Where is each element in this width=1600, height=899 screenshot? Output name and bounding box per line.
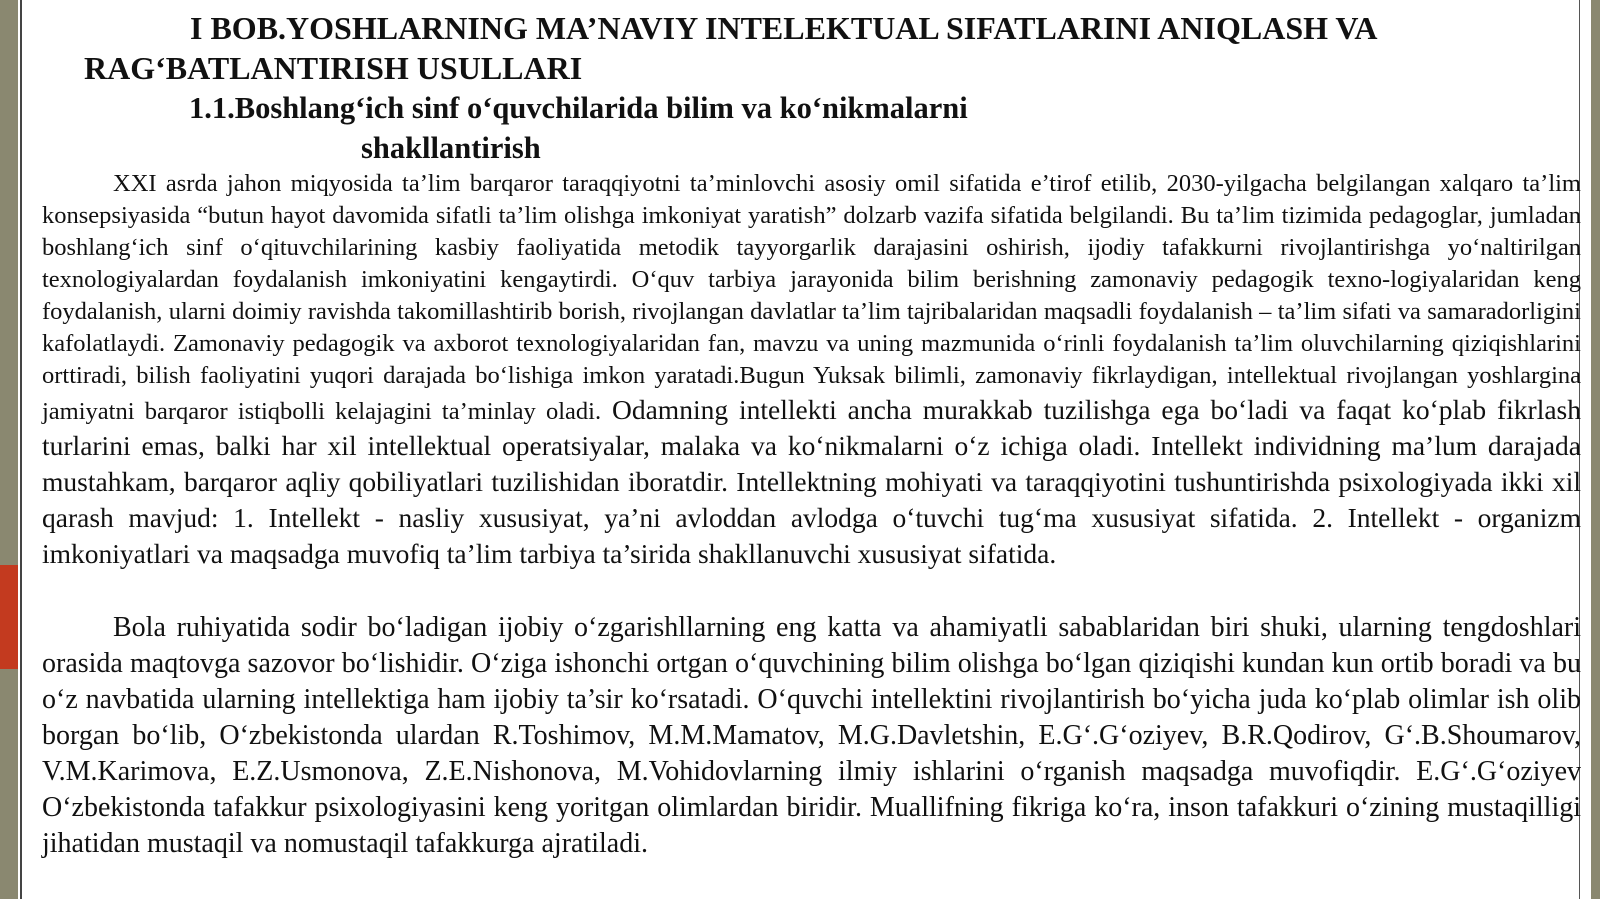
paragraph-1-part-large: Odamning intellekti ancha murakkab tuzilishga ega bo‘ladi va faqat ko‘plab fikrlash turlarini emas, balki har xil intellektual operatsiyalar, malaka va ko‘nikmalarni o‘z ichiga oladi. Intellekt individning ma’lum darajada mustahkam, barqaror aqliy qobiliyatlari tuzilishidan iboratdir. Intellektning mohiyati va taraqqiyotini tushuntirishda psixologiyada ikki xil qarash mavjud: 1. Intellekt - nasliy xususiyat, ya’ni avloddan avlodga o‘tuvchi tug‘ma xususiyat sifatida. 2. Intellekt - organizm imkoniyatlari va maqsadga muvofiq ta’lim tarbiya ta’sirida shakllanuvchi xususiyat sifatida.: [42, 394, 1581, 569]
paragraph-2-text: Bola ruhiyatida sodir bo‘ladigan ijobiy o‘zgarishllarning eng katta va ahamiyatli sabablaridan biri shuki, ularning tengdoshlari orasida maqtovga sazovor bo‘lishidir. O‘ziga ishonchi ortgan o‘quvchining bilim olishga bo‘lgan qiziqishi kundan kun ortib boradi va bu o‘z navbatida ularning intellektiga ham ijobiy ta’sir ko‘rsatadi. O‘quvchi intellektini rivojlantirish bo‘yicha juda ko‘plab olimlar ish olib borgan bo‘lib, O‘zbekistonda ulardan R.Toshimov, M.M.Mamatov, M.G.Davletshin, E.G‘.G‘oziyev, B.R.Qodirov, G‘.B.Shoumarov, V.M.Karimova, E.Z.Usmonova, Z.E.Nishonova, M.Vohidovlarning ilmiy ishlarini o‘rganish maqsadga muvofiqdir. E.G‘.G‘oziyev O‘zbekistonda tafakkur psixologiyasini keng yoritgan olimlardan biridir. Muallifning fikriga ko‘ra, inson tafakkuri o‘zining mustaqilligi jihatidan mustaqil va nomustaqil tafakkurga ajratiladi.: [42, 612, 1581, 859]
paragraph-1: [42, 168, 1581, 572]
paragraph-2: [42, 610, 1581, 862]
right-decorative-bar: [1591, 0, 1600, 899]
section-heading: [189, 88, 1189, 168]
left-decorative-bar: [0, 0, 18, 899]
left-accent-stripe: [0, 565, 18, 669]
paragraph-1-part-small: XXI asrda jahon miqyosida ta’lim barqaror taraqqiyotni ta’minlovchi asosiy omil sifatida e’tirof etilib, 2030-yilgacha belgilangan xalqaro ta’lim konsepsiyasida “butun hayot davomida sifatli ta’lim olishga imkoniyat yaratish” dolzarb vazifa sifatida belgilandi. Bu ta’lim tizimida pedagoglar, jumladan boshlang‘ich sinf o‘qituvchilarining kasbiy faoliyatida metodik tayyorgarlik darajasini oshirish, ijodiy tafakkurni rivojlantirishga yo‘naltirilgan texnologiyalardan foydalanish imkoniyatini kengaytirdi. O‘quv tarbiya jarayonida bilim berishning zamonaviy pedagogik texno-logiyalaridan keng foydalanish, ularni doimiy ravishda takomillashtirib borish, rivojlangan davlatlar ta’lim tajribalaridan maqsadli foydalanish – ta’lim sifati va samaradorligini kafolatlaydi. Zamonaviy pedagogik va axborot texnologiyalaridan fan, mavzu va uning mazmunida o‘rinli foydalanish ta’lim oluvchilarning qiziqishlarini orttiradi, bilish faoliyatini yuqori darajada bo‘lishiga imkon yaratadi.Bugun Yuksak bilimli, zamonaviy fikrlaydigan, intellektual rivojlangan yoshlargina jamiyatni barqaror istiqbolli kelajagini ta’minlay oladi.: [42, 170, 1581, 425]
chapter-heading-line1: I BOB.YOSHLARNING MA’NAVIY INTELEKTUAL SIFATLARINI ANIQLASH VA: [190, 10, 1378, 46]
section-heading-line1: 1.1.Boshlang‘ich sinf o‘quvchilarida bilim va ko‘nikmalarni: [189, 91, 968, 125]
chapter-heading: [84, 8, 1570, 88]
document-slide: [20, 0, 1580, 899]
section-heading-line2: shakllantirish: [361, 131, 541, 165]
chapter-heading-line2: RAG‘BATLANTIRISH USULLARI: [84, 50, 583, 86]
